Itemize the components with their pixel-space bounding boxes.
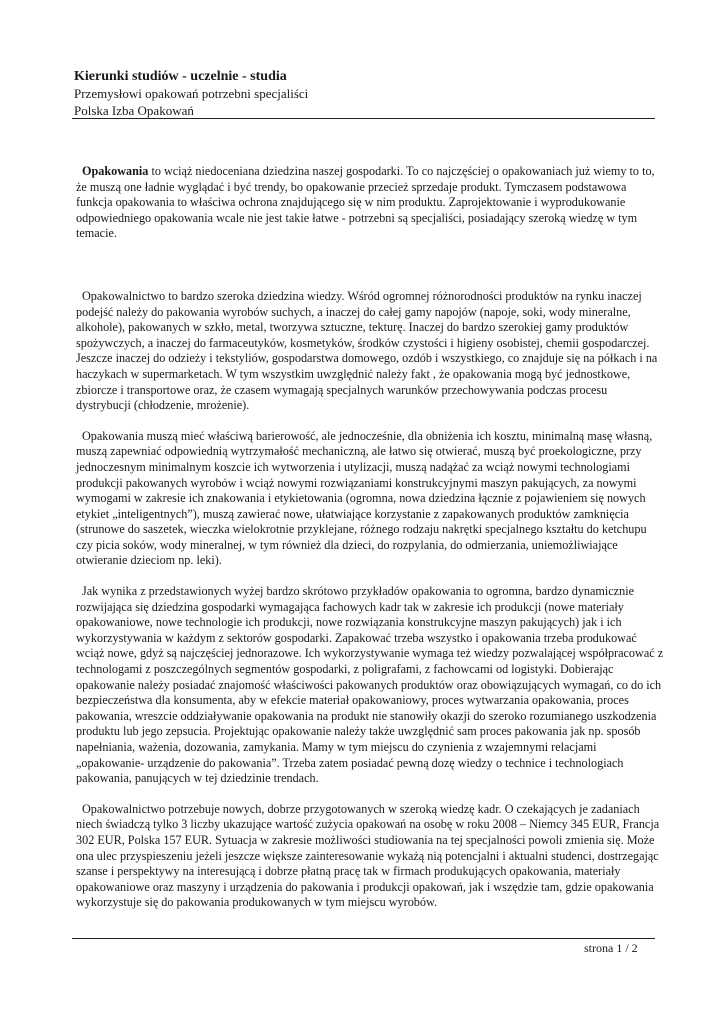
header-divider (72, 118, 655, 119)
intro-paragraph (76, 164, 664, 242)
article-title: Przemysłowi opakowań potrzebni specjaliści (74, 86, 309, 101)
document-header (74, 68, 664, 119)
body-paragraph: Opakowania muszą mieć właściwą barierowość, ale jednocześnie, dla obniżenia ich kosztu, minimalną masę własną, muszą zapewniać odpowiednią wytrzymałość mechaniczną, ale łatwo się otwierać, muszą być proekologiczne, przy jednoczesnym minimalnym koszcie ich wytworzenia i utylizacji, muszą nadążać za wciąż nowymi technologiami produkcji pakowanych wyrobów i wciąż nowymi rozwiązaniami konstrukcyjnymi maszyn pakujących, za nowymi wymogami w zakresie ich znakowania i etykietowania (ogromna, nowa dziedzina łącznie z pojawieniem się nowych etykiet „inteligentnych”), muszą zawierać nowe, ułatwiające korzystanie z zapakowanych produktów zamknięcia (strunowe do saszetek, wieczka wielokrotnie przyklejane, różnego rodzaju nakrętki specjalnego kształtu do ketchupu czy picia soków, wody mineralnej, w tym również dla dzieci, do rozpylania, do odmierzania, uniemożliwiające otwieranie dzieciom np. leki). (76, 428, 653, 568)
body-paragraph: Jak wynika z przedstawionych wyżej bardzo skrótowo przykładów opakowania to ogromna, bardzo dynamicznie rozwijająca się dziedzina gospodarki wymagająca fachowych kadr tak w zakresie ich produkcji (nowe materiały opakowaniowe, nowe technologie ich produkcji, nowe rozwiązania konstrukcyjne maszyn pakujących) jak i ich wykorzystywania w każdym z sektorów gospodarki. Zapakować trzeba wszystko i opakowania trzeba produkować wciąż nowe, gdyż są najczęściej jednorazowe. Ich wykorzystywanie wymaga też wiedzy pozwalającej współpracować z technologami z poszczególnych segmentów gospodarki, z poligrafami, z fachowcami od logistyki. Dobierając opakowanie należy posiadać znajomość właściwości pakowanych produktów oraz obowiązujących wymagań, co do ich bezpieczeństwa dla konsumenta, aby w efekcie materiał opakowaniowy, proces wytwarzania opakowania, proces pakowania, wreszcie oddziaływanie opakowania na produkt nie stanowiły okazji do szeroko rozumianego uszkodzenia produktu lub jego zepsucia. Projektując opakowanie należy także uwzględnić sam proces pakowania jak np. sposób napełniania, ważenia, dozowania, zamykania. Mamy w tym miejscu do czynienia z wzajemnymi relacjami „opakowanie- urządzenie do pakowania”. Trzeba zatem posiadać pewną dozę wiedzy o technice i technologiach pakowania, panujących w tej dziedzinie trendach. (76, 584, 664, 786)
body-paragraph: Opakowalnictwo to bardzo szeroka dziedzina wiedzy. Wśród ogromnej różnorodności produktów na rynku inaczej podejść należy do pakowania wyrobów suchych, a inaczej do całej gamy napojów (napoje, soki, wody mineralne, alkohole), pakowanych w szkło, metal, tworzywa sztuczne, tekturę. Inaczej do bardzo szerokiej gamy produktów spożywczych, a inaczej do farmaceutyków, kosmetyków, środków czystości i higieny osobistej, chemii gospodarczej. Jeszcze inaczej do odzieży i tekstyliów, gospodarstwa domowego, ozdób i wszystkiego, co znajduje się na półkach i na haczykach w supermarketach. W tym wszystkim uwzględnić należy fakt , że opakowania mogą być jednostkowe, zbiorcze i transportowe oraz, że czasem wymagają specjalnych warunków przechowywania podczas procesu dystrybucji (chłodzenie, mrożenie). (76, 288, 658, 413)
page-number: strona 1 / 2 (584, 941, 638, 955)
intro-keyword: Opakowania (82, 164, 149, 178)
footer-divider (72, 938, 655, 939)
site-title: Kierunki studiów - uczelnie - studia (74, 69, 287, 84)
article-source: Polska Izba Opakowań (74, 103, 194, 118)
intro-text: to wciąż niedoceniana dziedzina naszej gospodarki. To co najczęściej o opakowaniach już wiemy to to, że muszą one ładnie wyglądać i być trendy, bo opakowanie przecież sprzedaje produkt. Tymczasem podstawowa funkcja opakowania to właściwa ochrona znajdującego się w nim produktu. Zaprojektowanie i wyprodukowanie odpowiedniego opakowania wcale nie jest takie łatwe - potrzebni są specjaliści, posiadający szeroką wiedzę w tym temacie. (76, 164, 655, 241)
body-paragraph: Opakowalnictwo potrzebuje nowych, dobrze przygotowanych w szeroką wiedzę kadr. O czekających je zadaniach niech świadczą tylko 3 liczby ukazujące wartość zużycia opakowań na osobę w roku 2008 – Niemcy 345 EUR, Francja 302 EUR, Polska 157 EUR. Sytuacja w zakresie możliwości studiowania na tej specjalności powoli zmienia się. Może ona ulec przyspieszeniu jeżeli jeszcze większe zainteresowanie wykażą nią potencjalni i aktualni studenci, dostrzegając szanse i perspektywy na interesującą i dobrze płatną pracę tak w firmach produkujących opakowania, materiały opakowaniowe oraz maszyny i urządzenia do pakowania i produkcji opakowań, jak i wszędzie tam, gdzie opakowania wykorzystuje się do pakowania produkowanych w tym miejscu wyrobów. (76, 801, 660, 910)
article-body (76, 164, 664, 926)
